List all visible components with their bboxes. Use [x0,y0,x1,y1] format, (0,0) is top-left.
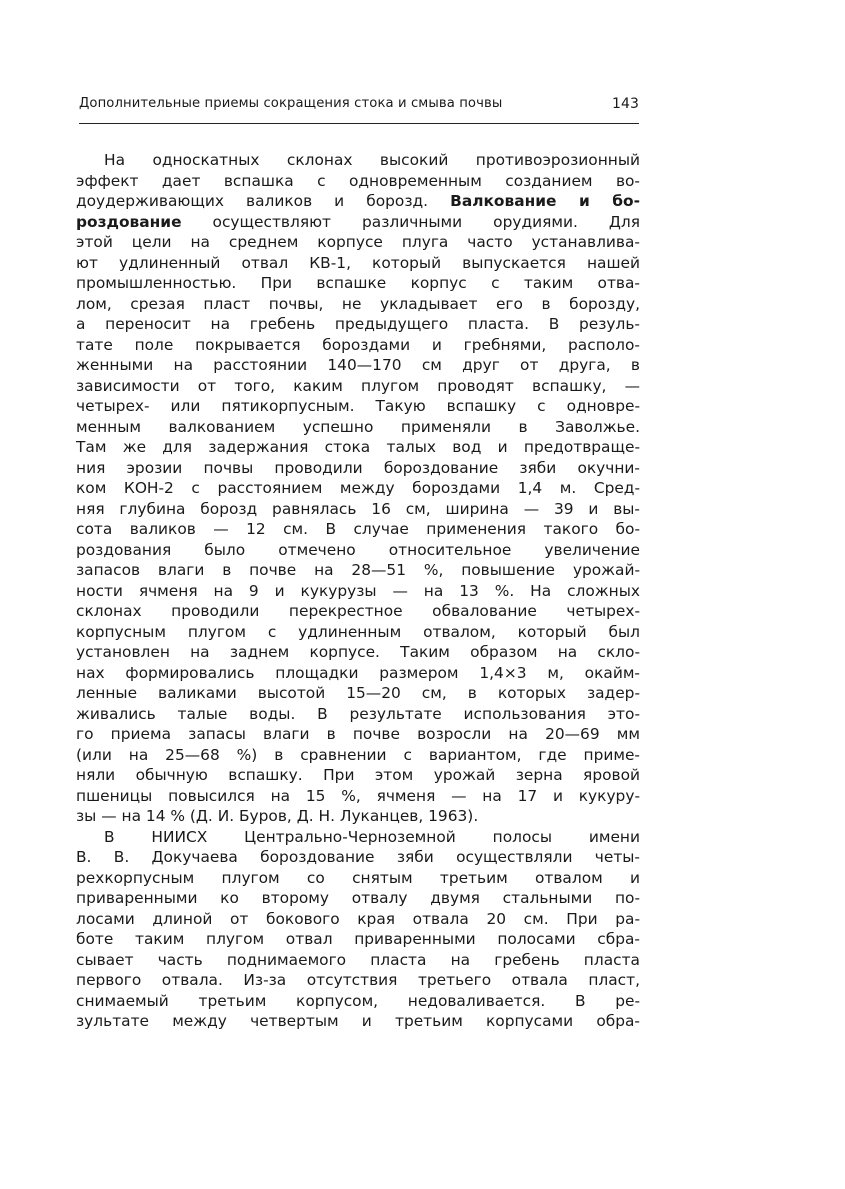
text-line: эффект дает вспашка с одновременным созданием во- [76,171,640,190]
text-line [76,212,640,233]
text-line: Там же для задержания стока талых вод и предотвраще- [76,438,640,456]
text-line: ком КОН-2 с расстоянием между бороздами 1,4 м. Сред- [76,479,640,497]
text-line: запасов влаги в почве на 28—51 %, повышение урожай- [76,561,640,579]
bold-term: роздование [76,212,182,231]
text-line: четырех- или пятикорпусным. Такую вспашку с одновре- [76,397,640,415]
text-line [76,191,640,212]
text-line: На односкатных склонах высокий противоэрозионный [104,151,640,169]
text-line: женными на расстоянии 140—170 см друг от друга, в [76,356,640,374]
text-line: приваренными ко второму отвалу двумя стальными по- [76,889,640,907]
text-line: го приема запасы влаги в почве возросли на 20—69 мм [76,725,640,743]
text-line: боте таким плугом отвал приваренными полосами сбра- [76,930,640,948]
text-line: зы — на 14 % (Д. И. Буров, Д. Н. Луканцев, 1963). [76,807,479,825]
text-line: тате поле покрывается бороздами и гребнями, располо- [76,335,640,354]
text-line: этой цели на среднем корпусе плуга часто устанавлива- [76,233,640,251]
text-run: осуществляют различными орудиями. Для [212,212,640,231]
text-line: менным валкованием успешно применяли в Заволжье. [76,417,640,436]
text-line: ленные валиками высотой 15—20 см, в которых задер- [76,684,640,702]
text-line: зависимости от того, каким плугом проводят вспашку, — [76,376,640,395]
text-line: В НИИСХ Центрально-Черноземной полосы имени [104,827,640,846]
text-line: промышленностью. При вспашке корпус с таким отва- [76,274,640,292]
text-line: няя глубина борозд равнялась 16 см, ширина — 39 и вы- [76,499,640,518]
text-line: а переносит на гребень предыдущего пласта. В резуль- [76,315,640,333]
text-line: ют удлиненный отвал КВ-1, который выпускается нашей [76,253,640,272]
bold-term: Валкование и бо- [450,192,640,210]
paragraph-2 [76,827,640,1032]
text-line: (или на 25—68 %) в сравнении с вариантом, где приме- [76,745,640,764]
text-line: нах формировались площадки размером 1,4×3 м, окайм- [76,663,640,682]
text-line: лосами длиной от бокового края отвала 20 см. При ра- [76,909,640,928]
text-line: сывает часть поднимаемого пласта на гребень пласта [76,950,640,969]
text-line: склонах проводили перекрестное обвалование четырех- [76,602,640,620]
page-number: 143 [611,96,639,112]
running-head [79,92,639,116]
text-line: корпусным плугом с удлиненным отвалом, который был [76,622,640,641]
text-line: живались талые воды. В результате использования это- [76,704,640,723]
text-line: роздования было отмечено относительное увеличение [76,540,640,559]
text-line: рехкорпусным плугом со снятым третьим отвалом и [76,868,640,887]
header-rule [79,123,639,124]
text-line: ния эрозии почвы проводили бороздование зяби окучни- [76,458,640,477]
text-line: снимаемый третьим корпусом, недоваливается. В ре- [76,991,640,1010]
text-line: ности ячменя на 9 и кукурузы — на 13 %. На сложных [76,581,640,600]
paragraph-1 [76,150,640,827]
running-title: Дополнительные приемы сокращения стока и смыва почвы [79,96,503,111]
text-line: сота валиков — 12 см. В случае применения такого бо- [76,520,640,538]
text-line: установлен на заднем корпусе. Таким образом на скло- [76,643,640,661]
text-line: В. В. Докучаева бороздование зяби осуществляли четы- [76,848,640,866]
text-line: пшеницы повысился на 15 %, ячменя — на 17 и кукуру- [76,786,640,805]
text-line: первого отвала. Из-за отсутствия третьего отвала пласт, [76,971,640,989]
text-line: лом, срезая пласт почвы, не укладывает его в борозду, [76,294,640,313]
body-text [76,150,640,1032]
text-line: няли обычную вспашку. При этом урожай зерна яровой [76,766,640,784]
text-line: зультате между четвертым и третьим корпусами обра- [76,1012,640,1030]
text-run: доудерживающих валиков и борозд. [76,192,429,210]
